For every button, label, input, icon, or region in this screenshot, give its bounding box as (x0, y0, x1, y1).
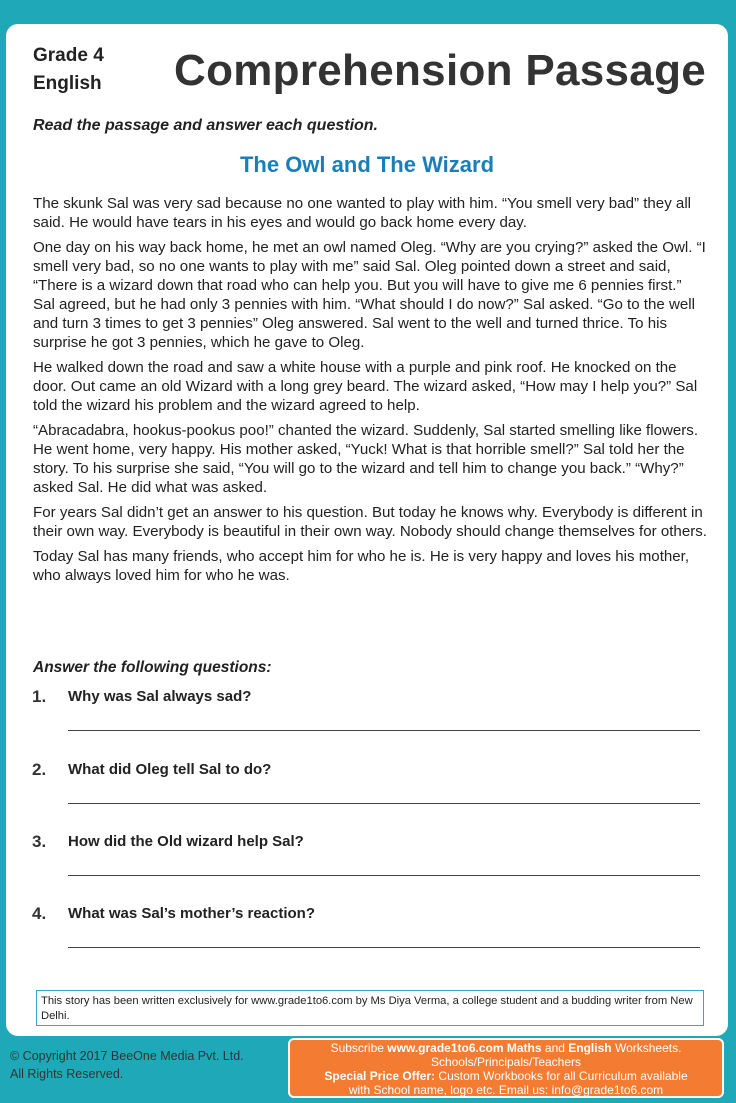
question-number: 1. (32, 687, 47, 706)
passage-paragraph: He walked down the road and saw a white house with a purple and pink roof. He knocked on the door. Out came an old Wizard with a long grey beard. The wizard asked, “How may I help you?” Sal told the wizard his problem and the wizard agreed to help. (33, 359, 698, 414)
question-2 (32, 760, 700, 820)
copyright (10, 1047, 244, 1083)
passage-paragraph: The skunk Sal was very sad because no one wanted to play with him. “You smell very bad” they all said. He would have tears in his eyes and would go back home every day. (33, 195, 692, 231)
promo-offer-label: Special Price Offer: (324, 1069, 436, 1083)
question-3 (32, 832, 700, 892)
grade-text: Grade 4 (33, 45, 104, 66)
subject-text: English (33, 73, 102, 94)
answer-line[interactable] (68, 803, 700, 804)
passage-paragraph: One day on his way back home, he met an owl named Oleg. “Why are you crying?” asked the Owl. “I smell very bad, so no one wants to play with me” said Sal. Oleg pointed down a street and said, “There is a wizard down that road who can help you. But you will have to give me 6 pennies first.” Sal agreed, but he had only 3 pennies with him. “What should I do now?” Sal asked. “Go to the well and turn 3 times to get 3 pennies” Oleg answered. Sal went to the well and turned thrice. To his surprise he got 3 pennies, which he gave to Oleg. (33, 239, 706, 351)
promo-line-2: Schools/Principals/Teachers (430, 1055, 582, 1069)
promo-english: English (568, 1041, 612, 1055)
author-credit: This story has been written exclusively for www.grade1to6.com by Ms Diya Verma, a college student and a budding writer from New Delhi. (36, 990, 704, 1026)
promo-offer-text: Custom Workbooks for all Curriculum available (438, 1069, 688, 1083)
promo-line-1 (290, 1041, 722, 1055)
questions-heading: Answer the following questions: (33, 659, 272, 676)
question-text: What did Oleg tell Sal to do? (68, 761, 272, 778)
passage-paragraph: “Abracadabra, hookus-pookus poo!” chanted the wizard. Suddenly, Sal started smelling like flowers. He went home, very happy. His mother asked, “Yuck! What is that horrible smell?” Sal told her the story. To his surprise she said, “You will go to the wizard and tell him to change you back.” “Why?” asked Sal. He did what was asked. (33, 422, 699, 496)
question-1 (32, 687, 700, 747)
grade-label (33, 42, 104, 98)
answer-line[interactable] (68, 730, 700, 731)
question-text: What was Sal’s mother’s reaction? (68, 905, 316, 922)
page-title: Comprehension Passage (174, 46, 707, 95)
rights-line: All Rights Reserved. (10, 1067, 124, 1081)
instruction-text: Read the passage and answer each question. (33, 117, 378, 134)
promo-line-4: with School name, logo etc. Email us: info@grade1to6.com (348, 1083, 664, 1097)
question-number: 2. (32, 760, 47, 779)
story-title: The Owl and The Wizard (239, 152, 495, 177)
promo-and: and (544, 1041, 565, 1055)
copyright-line: © Copyright 2017 BeeOne Media Pvt. Ltd. (10, 1049, 244, 1063)
passage (33, 194, 707, 591)
answer-line[interactable] (68, 875, 700, 876)
question-number: 3. (32, 832, 47, 851)
answer-line[interactable] (68, 947, 700, 948)
promo-subscribe: Subscribe (330, 1041, 384, 1055)
worksheet-page (6, 24, 728, 1036)
promo-line-3 (290, 1069, 722, 1083)
question-text: Why was Sal always sad? (68, 688, 252, 705)
promo-worksheets: Worksheets. (614, 1041, 682, 1055)
passage-paragraph: For years Sal didn’t get an answer to his question. But today he knows why. Everybody is different in their own way. Everybody is beautiful in their own way. Nobody should change themselves for others. (33, 504, 707, 540)
passage-paragraph: Today Sal has many friends, who accept him for who he is. He is very happy and loves his mother, who always loved him for who he was. (33, 548, 690, 584)
question-4 (32, 904, 700, 964)
question-text: How did the Old wizard help Sal? (68, 833, 304, 850)
question-number: 4. (32, 904, 47, 923)
promo-site-link[interactable]: www.grade1to6.com Maths (387, 1041, 542, 1055)
promo-box[interactable] (288, 1038, 724, 1098)
